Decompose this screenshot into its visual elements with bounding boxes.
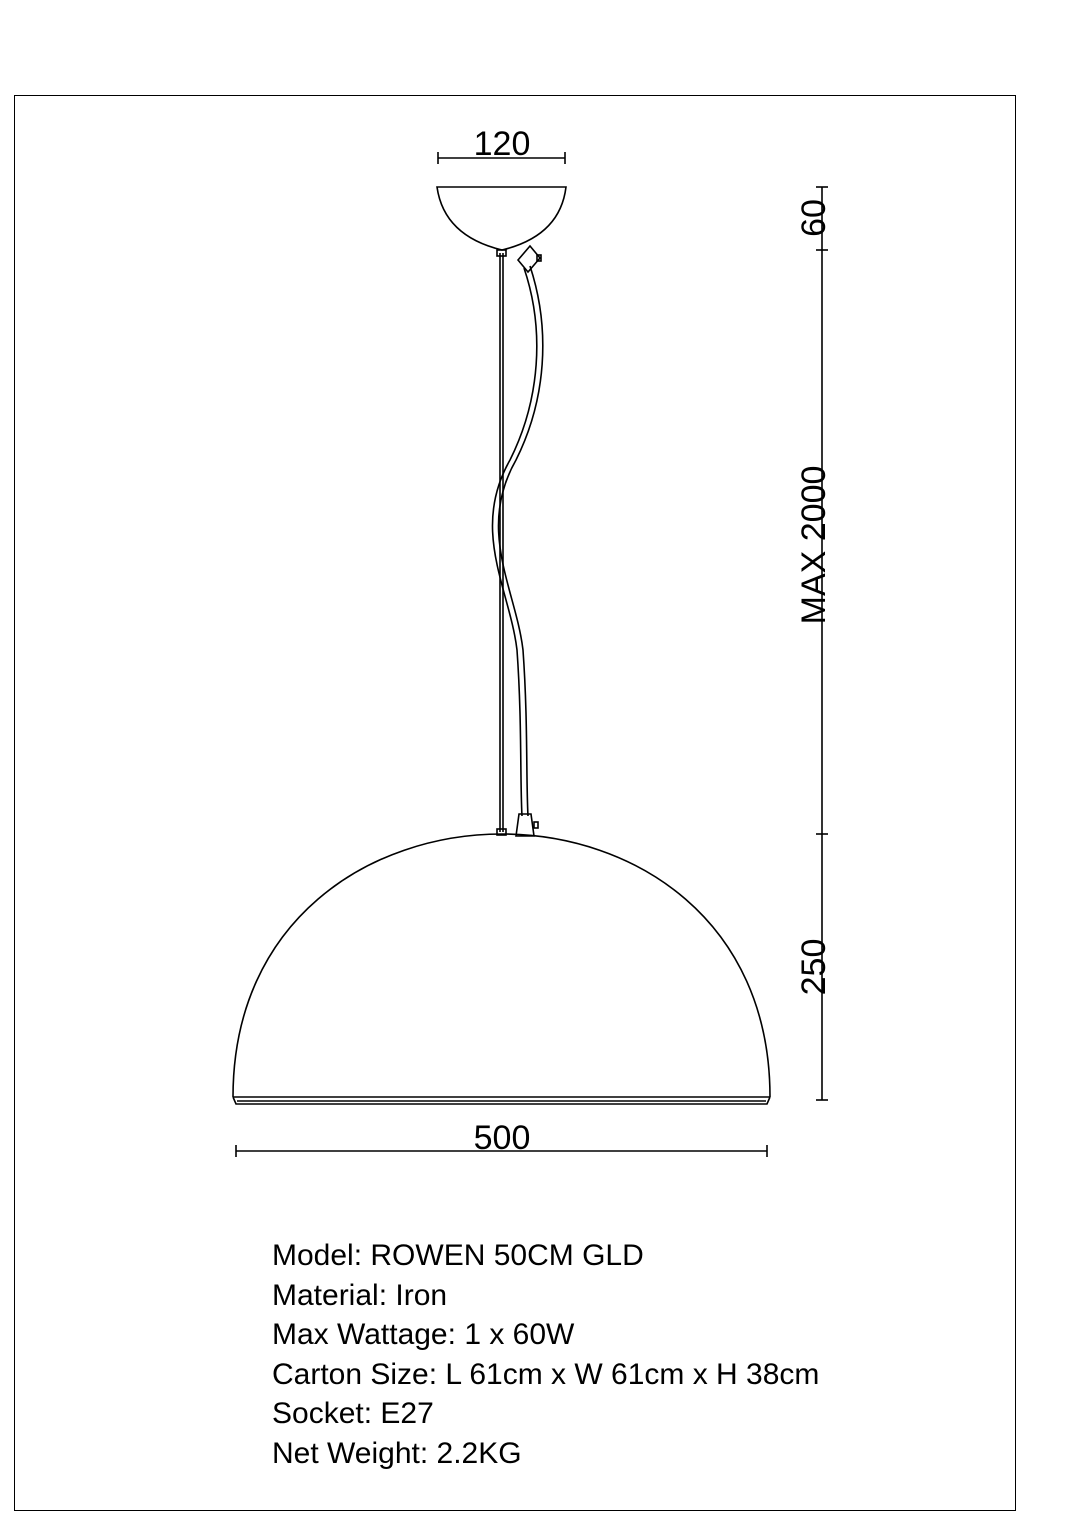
shade-height-label: 250: [795, 938, 833, 996]
shade-width-label: 500: [473, 1119, 531, 1157]
dome-shade: [233, 834, 770, 1104]
spec-carton-size: Carton Size: L 61cm x W 61cm x H 38cm: [272, 1357, 820, 1391]
cord-grip-top: [518, 246, 541, 272]
canopy: [437, 187, 566, 250]
spec-max-wattage: Max Wattage: 1 x 60W: [272, 1318, 575, 1351]
spec-model: Model: ROWEN 50CM GLD: [272, 1239, 644, 1272]
canopy-width-label: 120: [473, 125, 531, 163]
spec-socket: Socket: E27: [272, 1397, 434, 1430]
suspension-wire: [497, 250, 506, 835]
spec-net-weight: Net Weight: 2.2KG: [272, 1436, 522, 1470]
spec-material: Material: Iron: [272, 1278, 448, 1312]
canopy-height-label: 60: [795, 199, 833, 237]
spec-list: [272, 1236, 992, 1473]
max-drop-label: MAX 2000: [795, 465, 833, 625]
cord-grip-bottom: [516, 814, 538, 836]
